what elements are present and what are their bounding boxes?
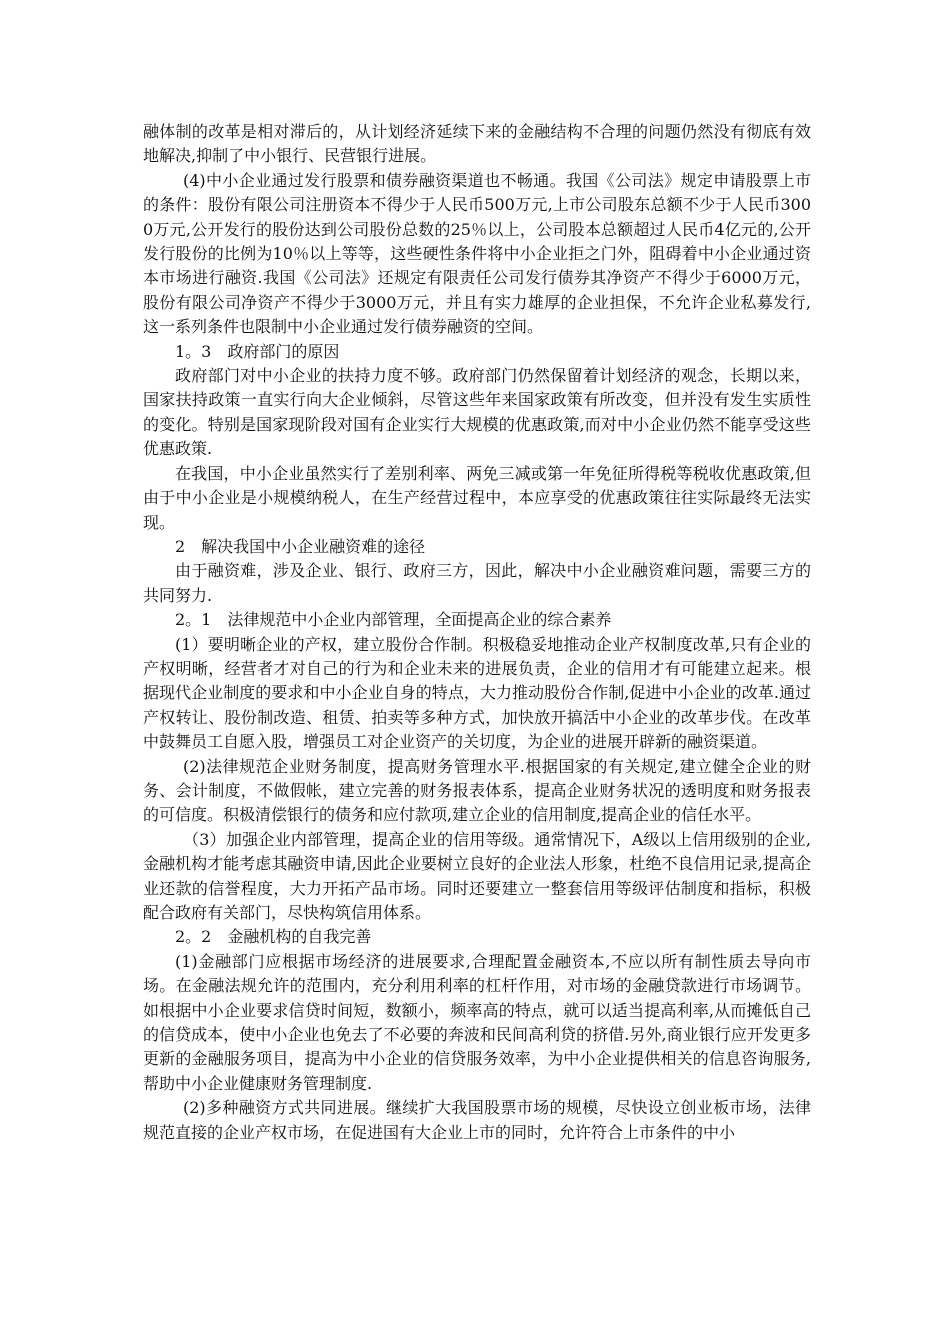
paragraph-three-parties: 由于融资难，涉及企业、银行、政府三方，因此，解决中小企业融资难问题，需要三方的共同努力.: [143, 561, 811, 605]
section-heading-1-3: 1。3 政府部门的原因: [175, 341, 340, 361]
section-heading-2-1: 2。1 法律规范中小企业内部管理，全面提高企业的综合素养: [175, 610, 612, 630]
section-heading-2-2: 2。2 金融机构的自我完善: [175, 927, 372, 947]
paragraph-financing-methods: (2)多种融资方式共同进展。继续扩大我国股票市场的规模，尽快设立创业板市场，法律规范直接的企业产权市场，在促进国有大企业上市的同时，允许符合上市条件的中小: [143, 1098, 811, 1142]
paragraph-credit-rating: （3）加强企业内部管理，提高企业的信用等级。通常情况下，A级以上信用级别的企业,金融机构才能考虑其融资申请,因此企业要树立良好的企业法人形象，杜绝不良信用记录,提高企业还款的信誉程度，大力开拓产品市场。同时还要建立一整套信用等级评估制度和指标，积极配合政府有关部门，尽快构筑信用体系。: [143, 829, 811, 922]
paragraph-government-support: 政府部门对中小企业的扶持力度不够。政府部门仍然保留着计划经济的观念，长期以来，国家扶持政策一直实行向大企业倾斜，尽管这些年来国家政策有所改变，但并没有发生实质性的变化。特别是国家现阶段对国有企业实行大规模的优惠政策,而对中小企业仍然不能享受这些优惠政策.: [143, 366, 811, 459]
paragraph-continuation: 融体制的改革是相对滞后的，从计划经济延续下来的金融结构不合理的问题仍然没有彻底有效地解决,抑制了中小银行、民营银行进展。: [143, 122, 811, 166]
paragraph-stock-bond-financing: (4)中小企业通过发行股票和债券融资渠道也不畅通。我国《公司法》规定申请股票上市的条件：股份有限公司注册资本不得少于人民币500万元,上市公司股东总额不少于人民币3000万元,公开发行的股份达到公司股份总数的25％以上，公司股本总额超过人民币4亿元的,公开发行股份的比例为10％以上等等，这些硬性条件将中小企业拒之门外，阻碍着中小企业通过资本市场进行融资.我国《公司法》还规定有限责任公司发行债券其净资产不得少于6000万元，股份有限公司净资产不得少于3000万元，并且有实力雄厚的企业担保，不允许企业私募发行,这一系列条件也限制中小企业通过发行债券融资的空间。: [143, 170, 811, 337]
paragraph-financial-system: (2)法律规范企业财务制度，提高财务管理水平.根据国家的有关规定,建立健全企业的财务、会计制度，不做假帐，建立完善的财务报表体系，提高企业财务状况的透明度和财务报表的可信度。积极清偿银行的债务和应付款项,建立企业的信用制度,提高企业的信任水平。: [143, 756, 811, 825]
paragraph-tax-preferences: 在我国，中小企业虽然实行了差别利率、两免三减或第一年免征所得税等税收优惠政策,但由于中小企业是小规模纳税人，在生产经营过程中，本应享受的优惠政策往往实际最终无法实现。: [143, 463, 811, 532]
document-body: [143, 120, 811, 1145]
section-heading-2: 2 解决我国中小企业融资难的途径: [175, 536, 426, 556]
paragraph-financial-sector: (1)金融部门应根据市场经济的进展要求,合理配置金融资本,不应以所有制性质去导向市场。在金融法规允许的范围内，充分利用利率的杠杆作用，对市场的金融贷款进行市场调节。如根据中小企业要求信贷时间短，数额小，频率高的特点，就可以适当提高利率,从而摊低自己的信贷成本，使中小企业也免去了不必要的奔波和民间高利贷的挤借.另外,商业银行应开发更多更新的金融服务项目，提高为中小企业的信贷服务效率，为中小企业提供相关的信息咨询服务,帮助中小企业健康财务管理制度.: [143, 951, 811, 1093]
paragraph-property-rights: (1）要明晰企业的产权，建立股份合作制。积极稳妥地推动企业产权制度改革,只有企业的产权明晰，经营者才对自己的行为和企业未来的进展负责，企业的信用才有可能建立起来。根据现代企业制度的要求和中小企业自身的特点，大力推动股份合作制,促进中小企业的改革.通过产权转让、股份制改造、租赁、拍卖等多种方式，加快放开搞活中小企业的改革步伐。在改革中鼓舞员工自愿入股，增强员工对企业资产的关切度，为企业的进展开辟新的融资渠道。: [143, 634, 811, 752]
